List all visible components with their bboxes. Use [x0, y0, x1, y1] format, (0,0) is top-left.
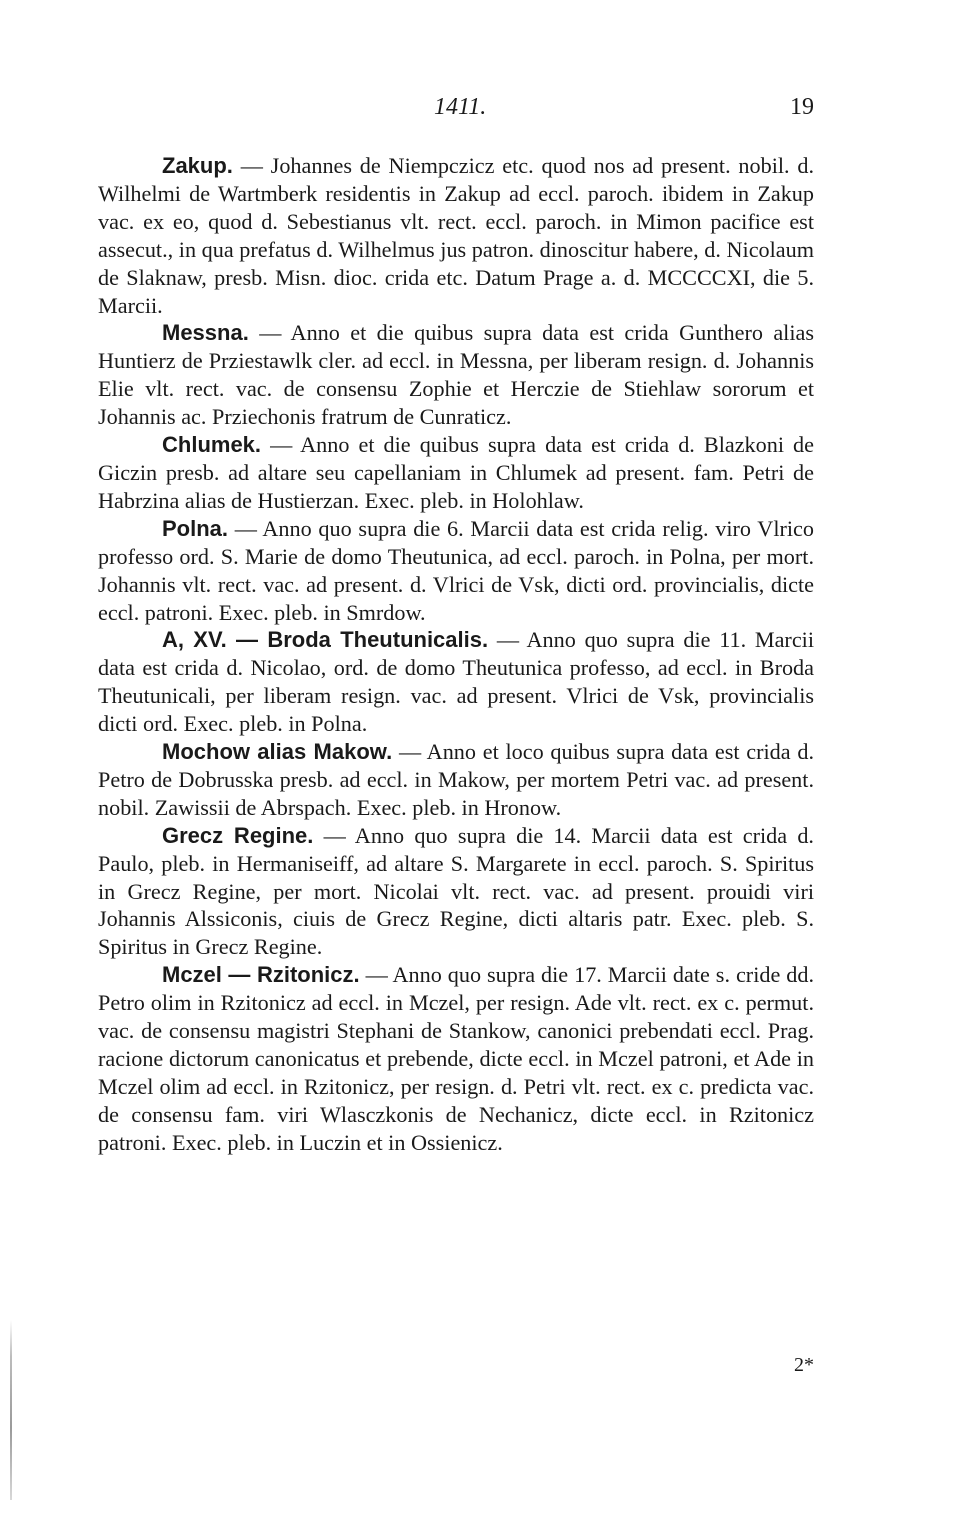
entry-broda-theutunicalis: [98, 626, 814, 738]
entry-chlumek: [98, 431, 814, 515]
entry-place-name: Grecz Regine.: [162, 822, 314, 848]
entry-grecz-regine: [98, 822, 814, 962]
scan-edge-shadow: [10, 1320, 12, 1500]
body-text: [98, 152, 814, 1157]
running-head-year: 1411.: [434, 94, 487, 120]
entry-place-name: Polna.: [162, 515, 229, 541]
entry-text: — Johannes de Niempczicz etc. quod nos ad present. nobil. d. Wilhelmi de Wartmberk residentis in Zakup ad eccl. paroch. ibidem in Zakup vac. ex eo, quod d. Sebestianus vlt. rect. eccl. paroch. in Mimon pacifice est assecut., in qua prefatus d. Wilhelmus jus patron. dinoscitur habere, d. Nicolaum de Slaknaw, presb. Misn. dioc. crida etc. Datum Prage a. d. MCCCCXI, die 5. Marcii.: [98, 153, 814, 318]
entry-text: — Anno et loco quibus supra data est crida d. Petro de Dobrusska presb. ad eccl. in Makow, per mortem Petri vac. ad present. nobil. Zawissii de Abrspach. Exec. pleb. in Hronow.: [98, 739, 814, 820]
entry-text: — Anno quo supra die 17. Marcii date s. cride dd. Petro olim in Rzitonicz ad eccl. in Mczel, per resign. Ade vlt. rect. ex c. permut. vac. de consensu magistri Stephani de Stankow, canonici prebendati eccl. Prag. racione dictorum canonicatus et prebende, dicte eccl. in Mczel patroni, et Ade in Mczel olim ad eccl. in Rzitonicz, per resign. d. Petri vlt. rect. ex c. predicta vac. de consensu fam. viri Wlasczkonis de Nechanicz, dicte eccl. in Rzitonicz patroni. Exec. pleb. in Luczin et in Ossienicz.: [98, 962, 814, 1155]
entry-text: — Anno quo supra die 6. Marcii data est crida relig. viro Vlrico professo ord. S. Marie de domo Theutunica, ad eccl. paroch. in Polna, per mort. Johannis vlt. rect. vac. ad present. d. Vlrici de Vsk, dicti ord. provincialis, dicte eccl. patroni. Exec. pleb. in Smrdow.: [98, 515, 814, 625]
entry-text: — Anno et die quibus supra data est crida d. Blazkoni de Giczin presb. ad altare seu capellaniam in Chlumek ad present. fam. Petri de Habrzina alias de Hustierzan. Exec. pleb. in Holohlaw.: [98, 432, 814, 513]
entry-place-name: Mczel — Rzitonicz.: [162, 962, 360, 988]
entry-mochow-makow: [98, 738, 814, 822]
entry-zakup: [98, 152, 814, 319]
entry-place-name: Messna.: [162, 320, 249, 346]
entry-place-name: Mochow alias Makow.: [162, 739, 393, 765]
page-number: 19: [790, 94, 814, 120]
entry-place-name: A, XV. — Broda Theutunicalis.: [162, 627, 489, 653]
entry-text: — Anno quo supra die 14. Marcii data est crida d. Paulo, pleb. in Hermaniseiff, ad altare S. Margarete in eccl. paroch. S. Spiritus in Grecz Regine, per mort. Nicolai vlt. rect. vac. ad present. prouidi viri Johannis Alssiconis, ciuis de Grecz Regine, dicti altaris patr. Exec. pleb. S. Spiritus in Grecz Regine.: [98, 822, 814, 960]
entry-text: — Anno quo supra die 11. Marcii data est crida d. Nicolao, ord. de domo Theutunica professo, ad eccl. in Broda Theutunicali, per liberam resign. vac. ad present. Vlrici de Vsk, provincialis dicti ord. Exec. pleb. in Polna.: [98, 627, 814, 737]
entry-messna: [98, 319, 814, 431]
entry-mczel-rzitonicz: [98, 961, 814, 1156]
entry-polna: [98, 515, 814, 627]
entry-place-name: Chlumek.: [162, 432, 262, 458]
signature-mark: 2*: [794, 1354, 814, 1376]
entry-place-name: Zakup.: [162, 153, 233, 178]
entry-text: — Anno et die quibus supra data est crida Gunthero alias Huntierz de Prziestawlk cler. ad eccl. in Messna, per liberam resign. d. Johannis Elie vlt. rect. vac. de consensu Zophie et Herczie de Stiehlaw sororum et Johannis ac. Prziechonis fratrum de Cunraticz.: [98, 320, 814, 430]
running-head: [98, 94, 814, 124]
